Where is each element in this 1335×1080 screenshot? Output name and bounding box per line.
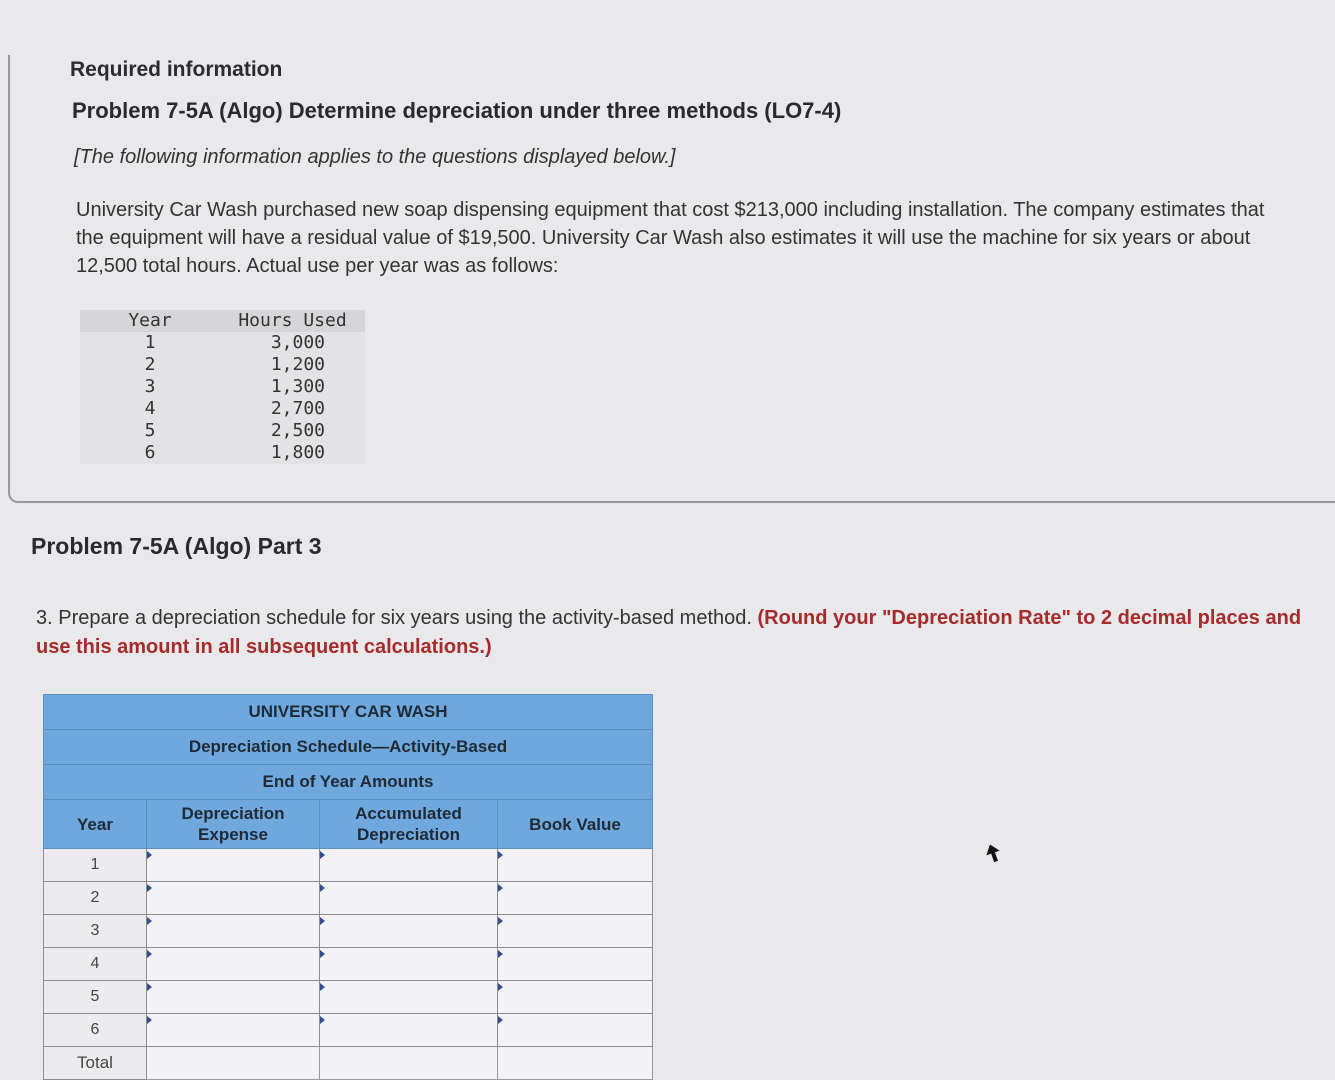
- schedule-row: [44, 849, 653, 882]
- book-value-input[interactable]: [498, 950, 652, 978]
- hours-table-year: 3: [80, 376, 220, 398]
- hours-table-year: 2: [80, 354, 220, 376]
- depreciation-expense-input[interactable]: [147, 983, 319, 1011]
- hours-table-year-header: Year: [80, 310, 220, 332]
- hours-table-year: 1: [80, 332, 220, 354]
- hours-table-row: [80, 442, 365, 464]
- schedule-row: [44, 915, 653, 948]
- schedule-total-row: [44, 1047, 653, 1080]
- col-header-depreciation-expense: Depreciation Expense: [147, 800, 320, 849]
- input-marker-icon: [320, 950, 325, 958]
- hours-table-hours: 1,300: [220, 376, 365, 398]
- col-header-book-value: Book Value: [498, 800, 653, 849]
- schedule-year: 2: [44, 882, 147, 915]
- accumulated-depreciation-input[interactable]: [320, 1016, 497, 1044]
- schedule-row: [44, 1014, 653, 1047]
- hours-table-hours-header: Hours Used: [220, 310, 365, 332]
- required-information-label: Required information: [70, 58, 283, 81]
- hours-used-table: [80, 310, 365, 464]
- depreciation-expense-input[interactable]: [147, 1016, 319, 1044]
- accumulated-depreciation-input[interactable]: [320, 983, 497, 1011]
- input-marker-icon: [147, 884, 152, 892]
- input-marker-icon: [320, 917, 325, 925]
- hours-table-hours: 2,500: [220, 420, 365, 442]
- input-marker-icon: [147, 917, 152, 925]
- hours-table-row: [80, 354, 365, 376]
- part-title: Problem 7-5A (Algo) Part 3: [31, 533, 322, 559]
- question-emphasis: (Round your "Depreciation Rate" to 2 decimal places and use this amount in all subsequent calculations.): [36, 607, 1302, 658]
- book-value-input[interactable]: [498, 983, 652, 1011]
- input-marker-icon: [147, 950, 152, 958]
- question-plain: 3. Prepare a depreciation schedule for six years using the activity-based method.: [36, 607, 758, 629]
- schedule-year: 5: [44, 981, 147, 1014]
- schedule-group-header: End of Year Amounts: [44, 765, 653, 800]
- applies-note: [The following information applies to the questions displayed below.]: [74, 146, 676, 168]
- hours-table-year: 4: [80, 398, 220, 420]
- total-depreciation-expense-cell: [147, 1047, 320, 1080]
- problem-description: University Car Wash purchased new soap dispensing equipment that cost $213,000 including installation. The company estimates that the equipment will have a residual value of $19,500. University Car Wash also estimates it will use the machine for six years or about 12,500 total hours. Actual use per year was as follows:: [76, 199, 1265, 277]
- input-marker-icon: [498, 950, 503, 958]
- depreciation-expense-input[interactable]: [147, 851, 319, 879]
- input-marker-icon: [320, 1016, 325, 1024]
- depreciation-expense-input[interactable]: [147, 917, 319, 945]
- book-value-input[interactable]: [498, 917, 652, 945]
- accumulated-depreciation-input[interactable]: [320, 917, 497, 945]
- hours-table-row: [80, 420, 365, 442]
- problem-title: Problem 7-5A (Algo) Determine depreciation under three methods (LO7-4): [72, 98, 842, 123]
- book-value-input[interactable]: [498, 1016, 652, 1044]
- depreciation-expense-input[interactable]: [147, 884, 319, 912]
- hours-table-row: [80, 398, 365, 420]
- accumulated-depreciation-input[interactable]: [320, 950, 497, 978]
- hours-table-hours: 3,000: [220, 332, 365, 354]
- hours-table-row: [80, 376, 365, 398]
- input-marker-icon: [498, 983, 503, 991]
- input-marker-icon: [498, 1016, 503, 1024]
- accumulated-depreciation-input[interactable]: [320, 884, 497, 912]
- schedule-row: [44, 882, 653, 915]
- question-text: [36, 604, 1316, 662]
- input-marker-icon: [498, 917, 503, 925]
- hours-table-hours: 1,200: [220, 354, 365, 376]
- input-marker-icon: [147, 1016, 152, 1024]
- mouse-pointer-icon: [985, 843, 1001, 863]
- hours-table-hours: 1,800: [220, 442, 365, 464]
- hours-table-year: 5: [80, 420, 220, 442]
- book-value-input[interactable]: [498, 851, 652, 879]
- input-marker-icon: [498, 884, 503, 892]
- hours-table-hours: 2,700: [220, 398, 365, 420]
- input-marker-icon: [320, 884, 325, 892]
- depreciation-expense-input[interactable]: [147, 950, 319, 978]
- schedule-subtitle: Depreciation Schedule—Activity-Based: [44, 730, 653, 765]
- schedule-year: 6: [44, 1014, 147, 1047]
- col-header-year: Year: [44, 800, 147, 849]
- depreciation-schedule-table: [43, 694, 653, 1080]
- schedule-total-label: Total: [44, 1047, 147, 1080]
- input-marker-icon: [320, 851, 325, 859]
- schedule-year: 4: [44, 948, 147, 981]
- hours-table-year: 6: [80, 442, 220, 464]
- schedule-row: [44, 948, 653, 981]
- input-marker-icon: [147, 851, 152, 859]
- book-value-input[interactable]: [498, 884, 652, 912]
- input-marker-icon: [320, 983, 325, 991]
- col-header-accumulated-depreciation: Accumulated Depreciation: [320, 800, 498, 849]
- hours-table-row: [80, 332, 365, 354]
- input-marker-icon: [498, 851, 503, 859]
- total-book-value-cell: [498, 1047, 653, 1080]
- schedule-row: [44, 981, 653, 1014]
- accumulated-depreciation-input[interactable]: [320, 851, 497, 879]
- schedule-year: 1: [44, 849, 147, 882]
- input-marker-icon: [147, 983, 152, 991]
- schedule-company-name: UNIVERSITY CAR WASH: [44, 695, 653, 730]
- schedule-year: 3: [44, 915, 147, 948]
- total-accumulated-cell: [320, 1047, 498, 1080]
